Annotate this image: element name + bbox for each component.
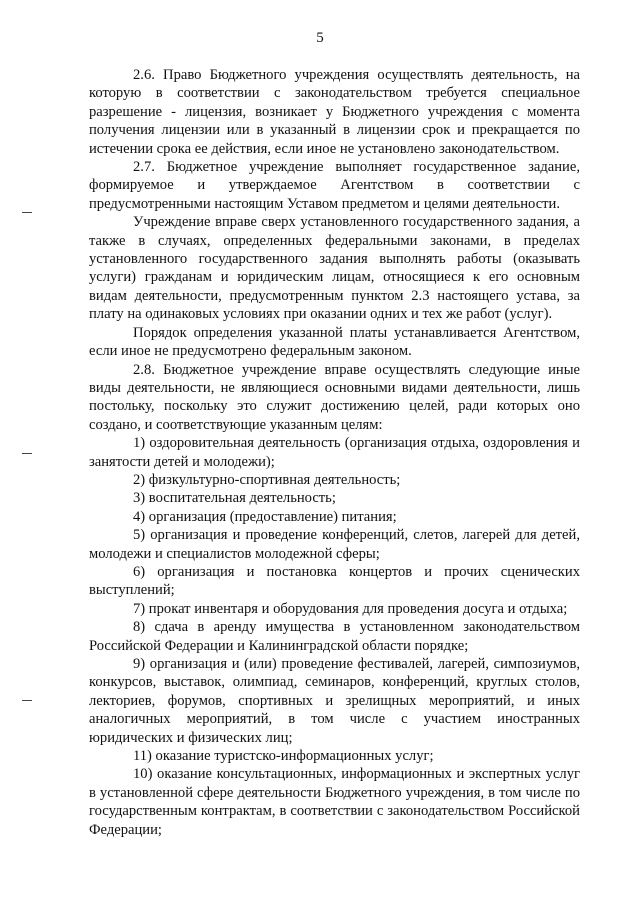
list-item: 8) сдача в аренду имущества в установленном законодательством Российской Федерации и Калининградской области порядке; [89, 619, 580, 654]
list-item: 5) организация и проведение конференций, слетов, лагерей для детей, молодежи и специалистов молодежной сферы; [89, 527, 580, 562]
list-item: 2) физкультурно-спортивная деятельность; [133, 471, 401, 488]
paragraph-2-7: 2.7. Бюджетное учреждение выполняет государственное задание, формируемое и утверждаемое Агентством в соответствии с предусмотренными настоящим Уставом предметом и целями деятельности. [89, 159, 580, 212]
list-item: 4) организация (предоставление) питания; [133, 508, 397, 525]
list-item: 10) оказание консультационных, информационных и экспертных услуг в установленной сфере деятельности Бюджетного учреждения, в том числе по государственным контрактам, в соответствии с законодательством Российской Федерации; [89, 766, 580, 838]
page-number: 5 [316, 30, 324, 46]
margin-mark [22, 212, 32, 213]
margin-mark [22, 453, 32, 454]
list-item: 3) воспитательная деятельность; [133, 490, 336, 507]
paragraph-2-8: 2.8. Бюджетное учреждение вправе осуществлять следующие иные виды деятельности, не являющиеся основными видами деятельности, лишь постольку, поскольку это служит достижению целей, ради которых оно создано, и соответствующие указанным целям: [89, 361, 580, 433]
list-item: 11) оказание туристско-информационных услуг; [133, 748, 434, 765]
list-item: 6) организация и постановка концертов и прочих сценических выступлений; [89, 563, 580, 599]
list-item: 7) прокат инвентаря и оборудования для проведения досуга и отдыха; [133, 600, 568, 617]
document-body [89, 66, 580, 839]
paragraph-2-6: 2.6. Право Бюджетного учреждения осуществлять деятельность, на которую в соответствии с законодательством требуется специальное разрешение - лицензия, возникает у Бюджетного учреждения с момента получения лицензии или в указанный в лицензии срок и прекращается по истечении срока ее действия, если иное не установлено законодательством. [89, 67, 580, 157]
list-item: 1) оздоровительная деятельность (организация отдыха, оздоровления и занятости детей и молодежи); [89, 435, 580, 470]
margin-mark [22, 700, 32, 701]
paragraph-extra-services: Учреждение вправе сверх установленного государственного задания, а также в случаях, определенных федеральными законами, в пределах установленного государственного задания выполнять работы (оказывать услуги) гражданам и юридическим лицам, относящиеся к его основным видам деятельности, предусмотренным пунктом 2.3 настоящего устава, за плату на одинаковых условиях при оказании одних и тех же работ (услуг). [89, 214, 580, 323]
list-item: 9) организация и (или) проведение фестивалей, лагерей, симпозиумов, конкурсов, выставок, олимпиад, семинаров, конференций, круглых столов, лекториев, форумов, спортивных и зрелищных мероприятий, и иных аналогичных мероприятий, в том числе с участием иностранных юридических и физических лиц; [89, 656, 580, 746]
paragraph-fee-order: Порядок определения указанной платы устанавливается Агентством, если иное не предусмотрено федеральным законом. [89, 324, 580, 360]
